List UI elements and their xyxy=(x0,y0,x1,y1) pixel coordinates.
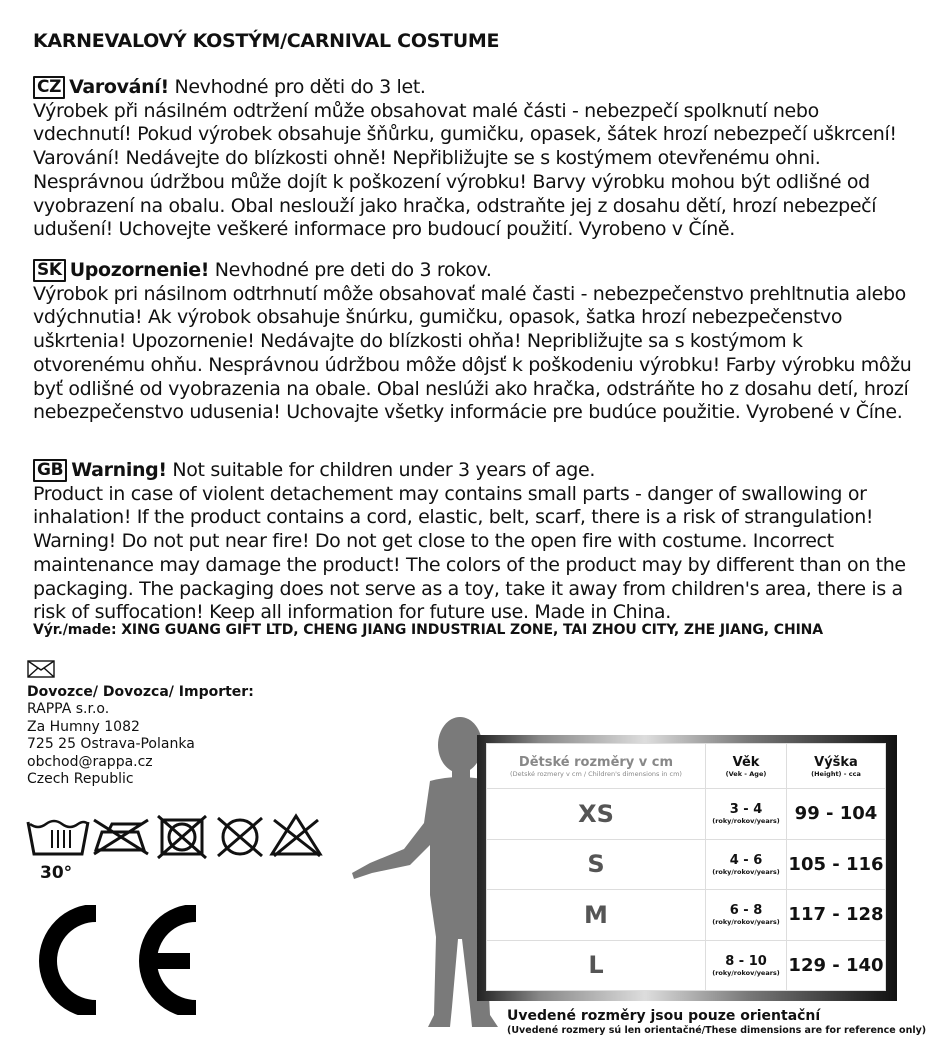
size-cell: L xyxy=(487,940,706,991)
height-cell: 105 - 116 xyxy=(787,839,886,890)
height-cell: 117 - 128 xyxy=(787,890,886,941)
cz-first-line: Nevhodné pro děti do 3 let. xyxy=(168,76,426,98)
importer-label: Dovozce/ Dovozca/ Importer: xyxy=(27,683,254,700)
header-dimensions-sub: (Detské rozmery v cm / Children's dimensions in cm) xyxy=(510,769,682,778)
cz-flag-badge: CZ xyxy=(33,76,65,99)
manufacturer-line: Výr./made: XING GUANG GIFT LTD, CHENG JIANG INDUSTRIAL ZONE, TAI ZHOU CITY, ZHE JIANG, CHINA xyxy=(33,622,824,638)
age-cell: 8 - 10 xyxy=(725,953,767,969)
size-cell: M xyxy=(487,890,706,941)
no-bleach-icon xyxy=(272,816,320,856)
size-cell: XS xyxy=(487,789,706,840)
header-height-sub: (Height) - cca xyxy=(811,769,861,778)
header-dimensions: Dětské rozměry v cm xyxy=(518,754,674,770)
age-unit: (roky/rokov/years) xyxy=(712,968,780,977)
importer-line: RAPPA s.r.o. xyxy=(27,701,110,717)
sk-flag-badge: SK xyxy=(33,259,66,282)
wash-temp-label: 30° xyxy=(40,863,73,882)
age-unit: (roky/rokov/years) xyxy=(712,867,780,876)
header-age-sub: (Vek - Age) xyxy=(725,769,767,778)
envelope-icon xyxy=(27,660,55,678)
gb-first-line: Not suitable for children under 3 years of age. xyxy=(166,459,596,481)
table-row xyxy=(487,890,886,941)
no-iron-icon xyxy=(94,820,148,854)
table-row xyxy=(487,789,886,840)
size-table xyxy=(486,743,886,991)
sk-first-line: Nevhodné pre deti do 3 rokov. xyxy=(209,259,492,281)
importer-line: 725 25 Ostrava-Polanka xyxy=(27,736,195,752)
age-unit: (roky/rokov/years) xyxy=(712,918,780,927)
section-sk xyxy=(33,259,913,425)
cz-warning-label: Varování! xyxy=(69,76,169,98)
gb-flag-badge: GB xyxy=(33,459,67,482)
header-height: Výška xyxy=(814,754,858,770)
height-cell: 99 - 104 xyxy=(787,789,886,840)
header-age: Věk xyxy=(732,754,760,770)
gb-body: Product in case of violent detachement may contains small parts - danger of swallowing or inhalation! If the product contains a cord, elastic, belt, scarf, there is a risk of strangulation! Warning! Do not put near fire! Do not get close to the open fire with costume. Incorrect maintenance may damage the product! The colors of the product may by different than on the packaging. The packaging does not serve as a toy, take it away from children's area, there is a risk of suffocation! Keep all information for future use. Made in China. xyxy=(33,482,906,624)
gb-warning-label: Warning! xyxy=(71,459,167,481)
no-tumble-dry-icon xyxy=(158,816,206,858)
age-unit: (roky/rokov/years) xyxy=(712,817,780,826)
wash-30-icon xyxy=(28,821,88,882)
size-note-title: Uvedené rozměry jsou pouze orientační xyxy=(507,1008,821,1024)
size-table-frame xyxy=(477,735,897,1001)
no-dry-clean-icon xyxy=(218,818,262,856)
importer-email: obchod@rappa.cz xyxy=(27,753,153,770)
sk-warning-label: Upozornenie! xyxy=(69,259,210,281)
size-cell: S xyxy=(487,839,706,890)
importer-line: Za Humny 1082 xyxy=(27,718,140,735)
sk-body: Výrobok pri násilnom odtrhnutí môže obsahovať malé časti - nebezpečenstvo prehltnutia alebo vdýchnutia! Ak výrobok obsahuje šnúrku, gumičku, opasok, šatka hrozí nebezpečenstvo uškrtenia! Upozornenie! Nedávajte do blízkosti ohňa! Nepribližujte sa s kostýmom k otvorenému ohňu. Nesprávnou údržbou môže dôjsť k poškodeniu výrobku! Farby výrobku môžu byť odlišné od vyobrazenia na obale. Obal neslúži ako hračka, odstráňte ho z dosahu detí, hrozí nebezpečenstvo udusenia! Uchovajte všetky informácie pre budúce použitie. Vyrobené v Číne. xyxy=(33,282,912,424)
size-table-header xyxy=(487,744,886,789)
age-cell: 6 - 8 xyxy=(729,903,763,919)
age-cell: 3 - 4 xyxy=(729,802,763,818)
size-note xyxy=(507,1008,926,1036)
document-title: KARNEVALOVÝ KOSTÝM/CARNIVAL COSTUME xyxy=(33,30,500,52)
height-cell: 129 - 140 xyxy=(787,940,886,991)
cz-body: Výrobek při násilném odtržení může obsahovat malé části - nebezpečí spolknutí nebo vdechnutí! Pokud výrobek obsahuje šňůrku, gumičku, opasek, šátek hrozí nebezpečí uškrcení! Varování! Nedávejte do blízkosti ohně! Nepřibližujte se s kostýmem otevřenému ohni. Nesprávnou údržbou může dojít k poškození výrobku! Barvy výrobku mohou být odlišné od vyobrazení na obalu. Obal neslouží jako hračka, odstraňte jej z dosahu dětí, hrozí nebezpečí udušení! Uchovejte veškeré informace pro budoucí použití. Vyrobeno v Číně. xyxy=(33,99,897,241)
ce-mark-icon xyxy=(20,905,210,1015)
ce-mark xyxy=(20,905,210,1019)
size-note-sub: (Uvedené rozmery sú len orientačné/These dimensions are for reference only) xyxy=(507,1025,927,1036)
care-symbols xyxy=(26,810,326,886)
table-row xyxy=(487,940,886,991)
section-cz xyxy=(33,76,913,242)
importer-block xyxy=(27,660,254,789)
section-gb xyxy=(33,459,913,625)
age-cell: 4 - 6 xyxy=(729,852,763,868)
importer-line: Czech Republic xyxy=(27,771,134,787)
table-row xyxy=(487,839,886,890)
